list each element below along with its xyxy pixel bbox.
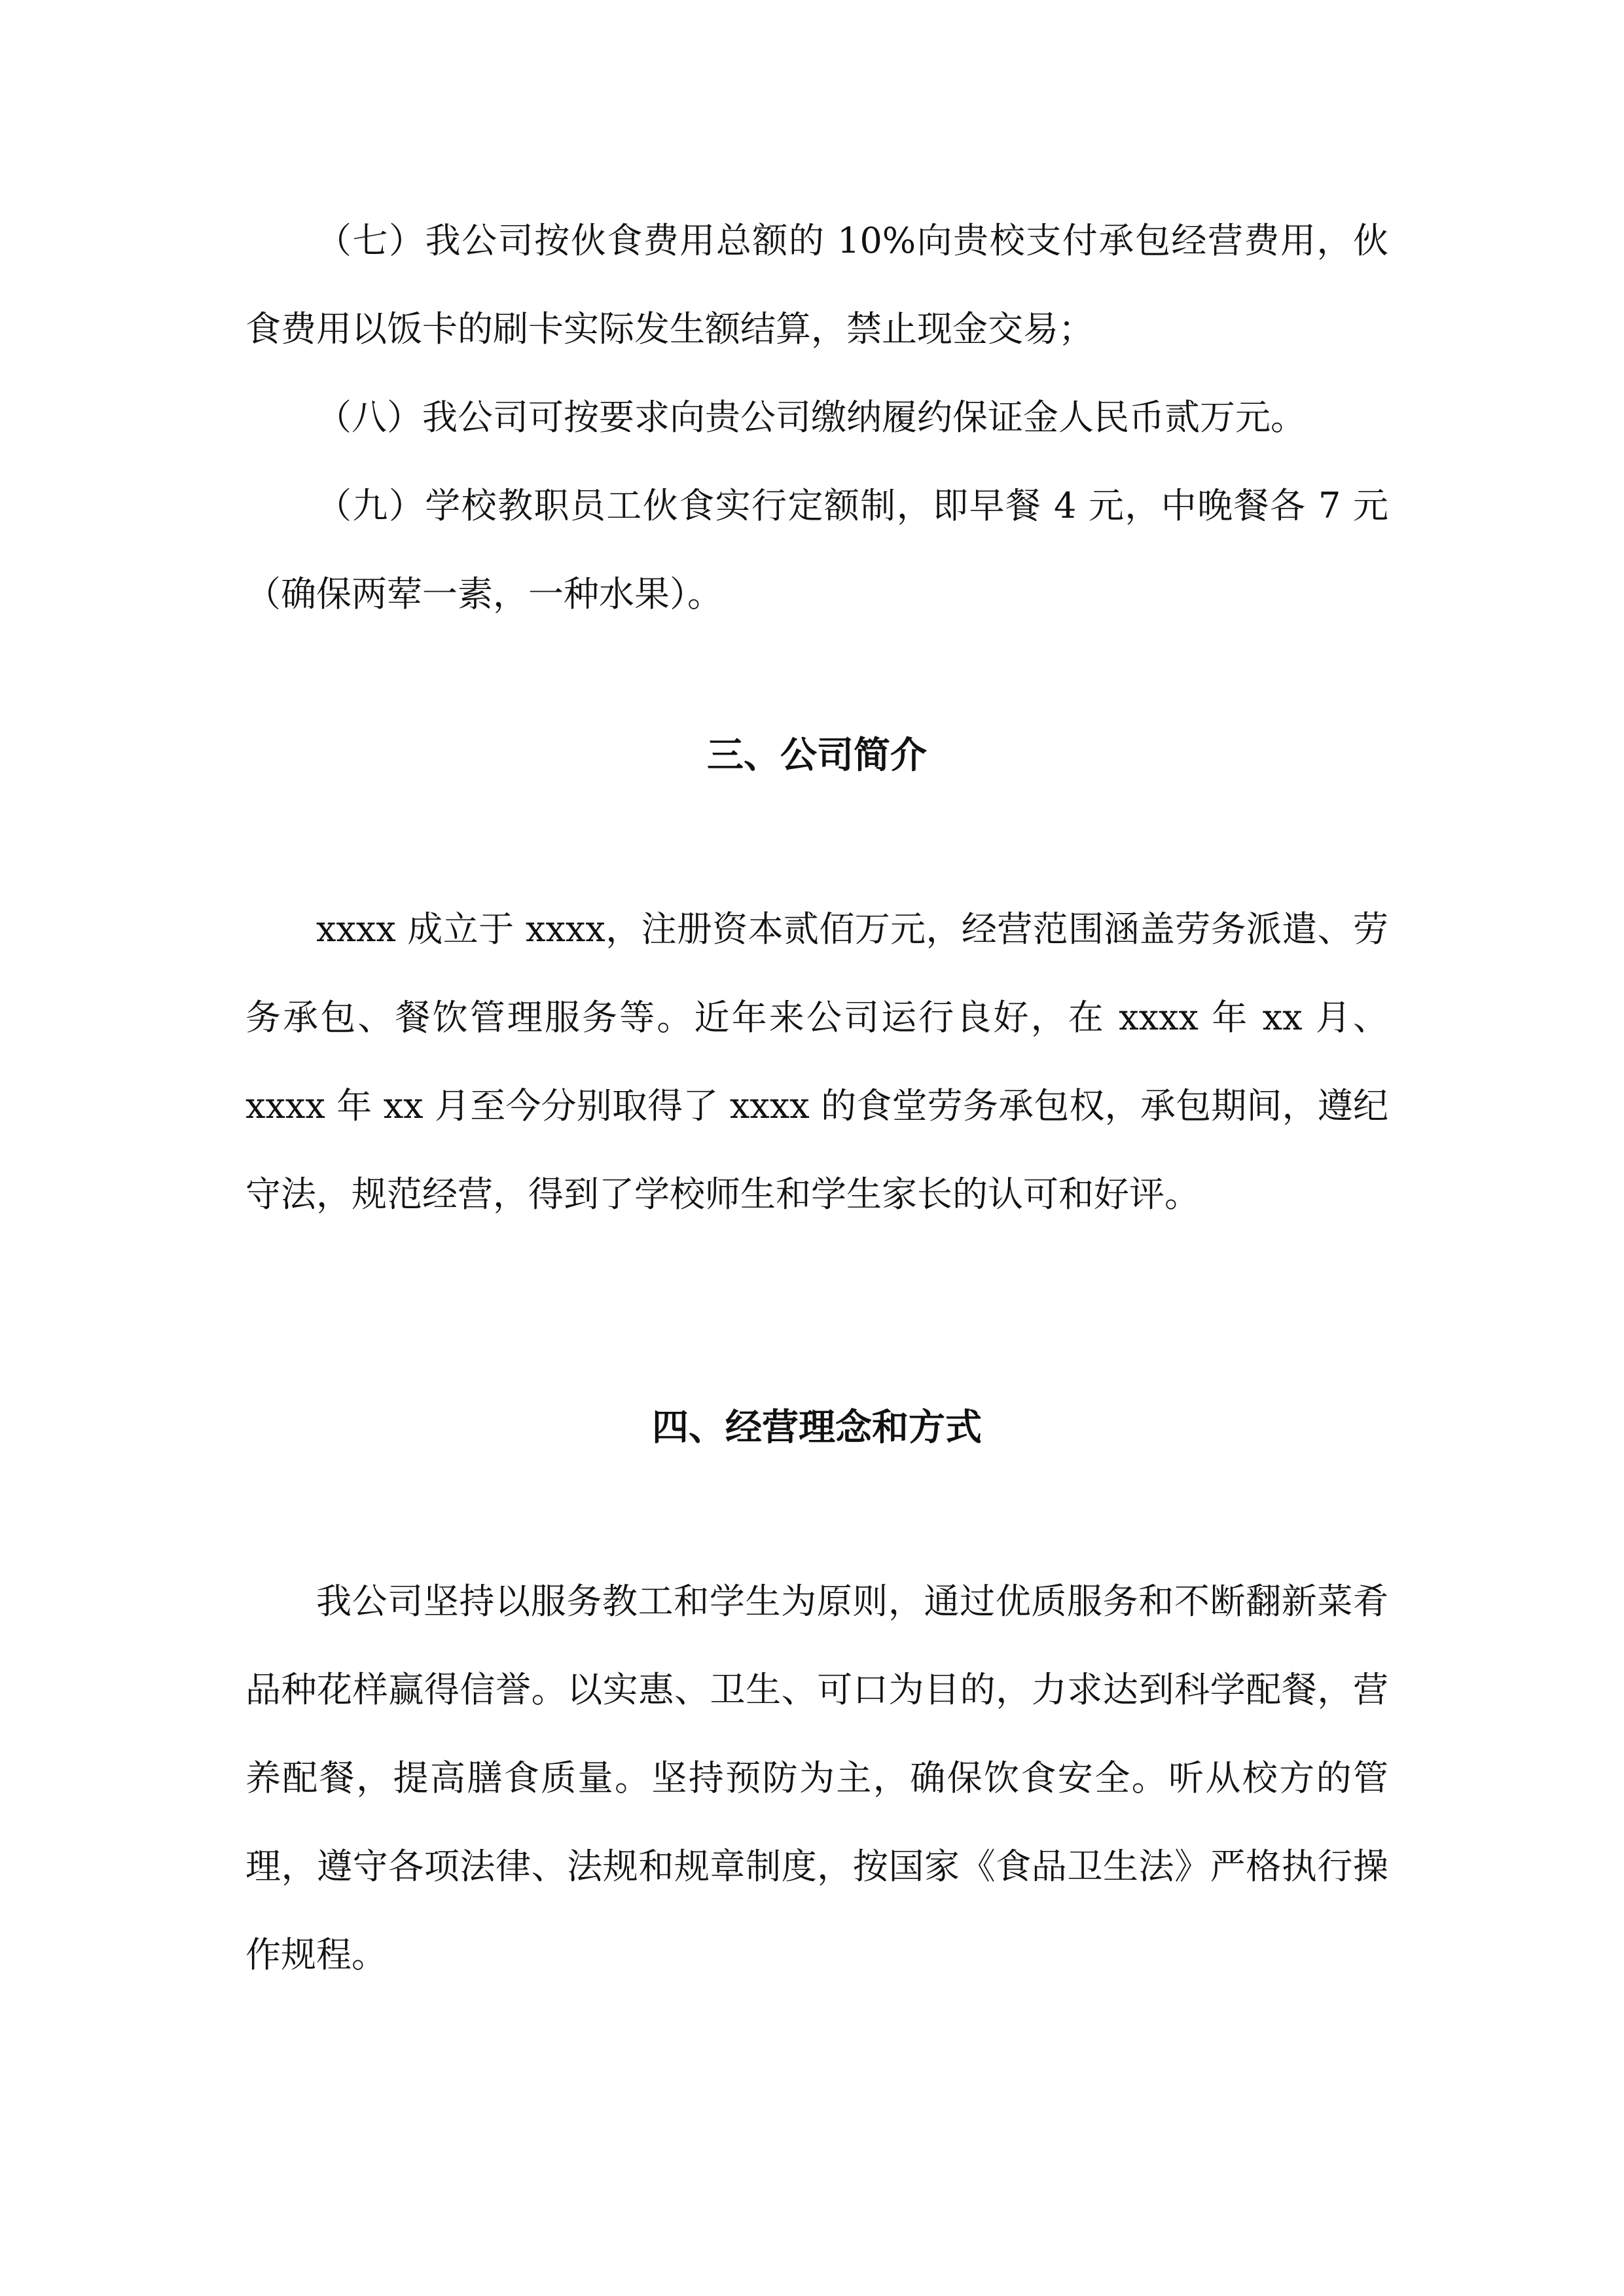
item-seven-paragraph: （七）我公司按伙食费用总额的 10%向贵校支付承包经营费用，伙食费用以饭卡的刷卡实际发生额结算，禁止现金交易； [245, 220, 1388, 350]
section-four-heading: 四、经营理念和方式 [652, 1407, 982, 1449]
section-three-heading: 三、公司简介 [707, 734, 927, 777]
company-intro-paragraph: xxxx 成立于 xxxx，注册资本贰佰万元，经营范围涵盖劳务派遣、劳务承包、餐饮管理服务等。近年来公司运行良好，在 xxxx 年 xx 月、xxxx 年 xx 月至今分别取得了 xxxx 的食堂劳务承包权，承包期间，遵纪守法，规范经营，得到了学校师生和学生家长的认可和好评。 [245, 908, 1388, 1215]
philosophy-paragraph: 我公司坚持以服务教工和学生为原则，通过优质服务和不断翻新菜肴品种花样赢得信誉。以实惠、卫生、可口为目的，力求达到科学配餐，营养配餐，提高膳食质量。坚持预防为主，确保饮食安全。听从校方的管理，遵守各项法律、法规和规章制度，按国家《食品卫生法》严格执行操作规程。 [245, 1581, 1388, 1975]
item-nine-paragraph: （九）学校教职员工伙食实行定额制，即早餐 4 元，中晚餐各 7 元（确保两荤一素，一种水果）。 [245, 485, 1388, 615]
item-eight-paragraph: （八）我公司可按要求向贵公司缴纳履约保证金人民币贰万元。 [316, 397, 1306, 438]
